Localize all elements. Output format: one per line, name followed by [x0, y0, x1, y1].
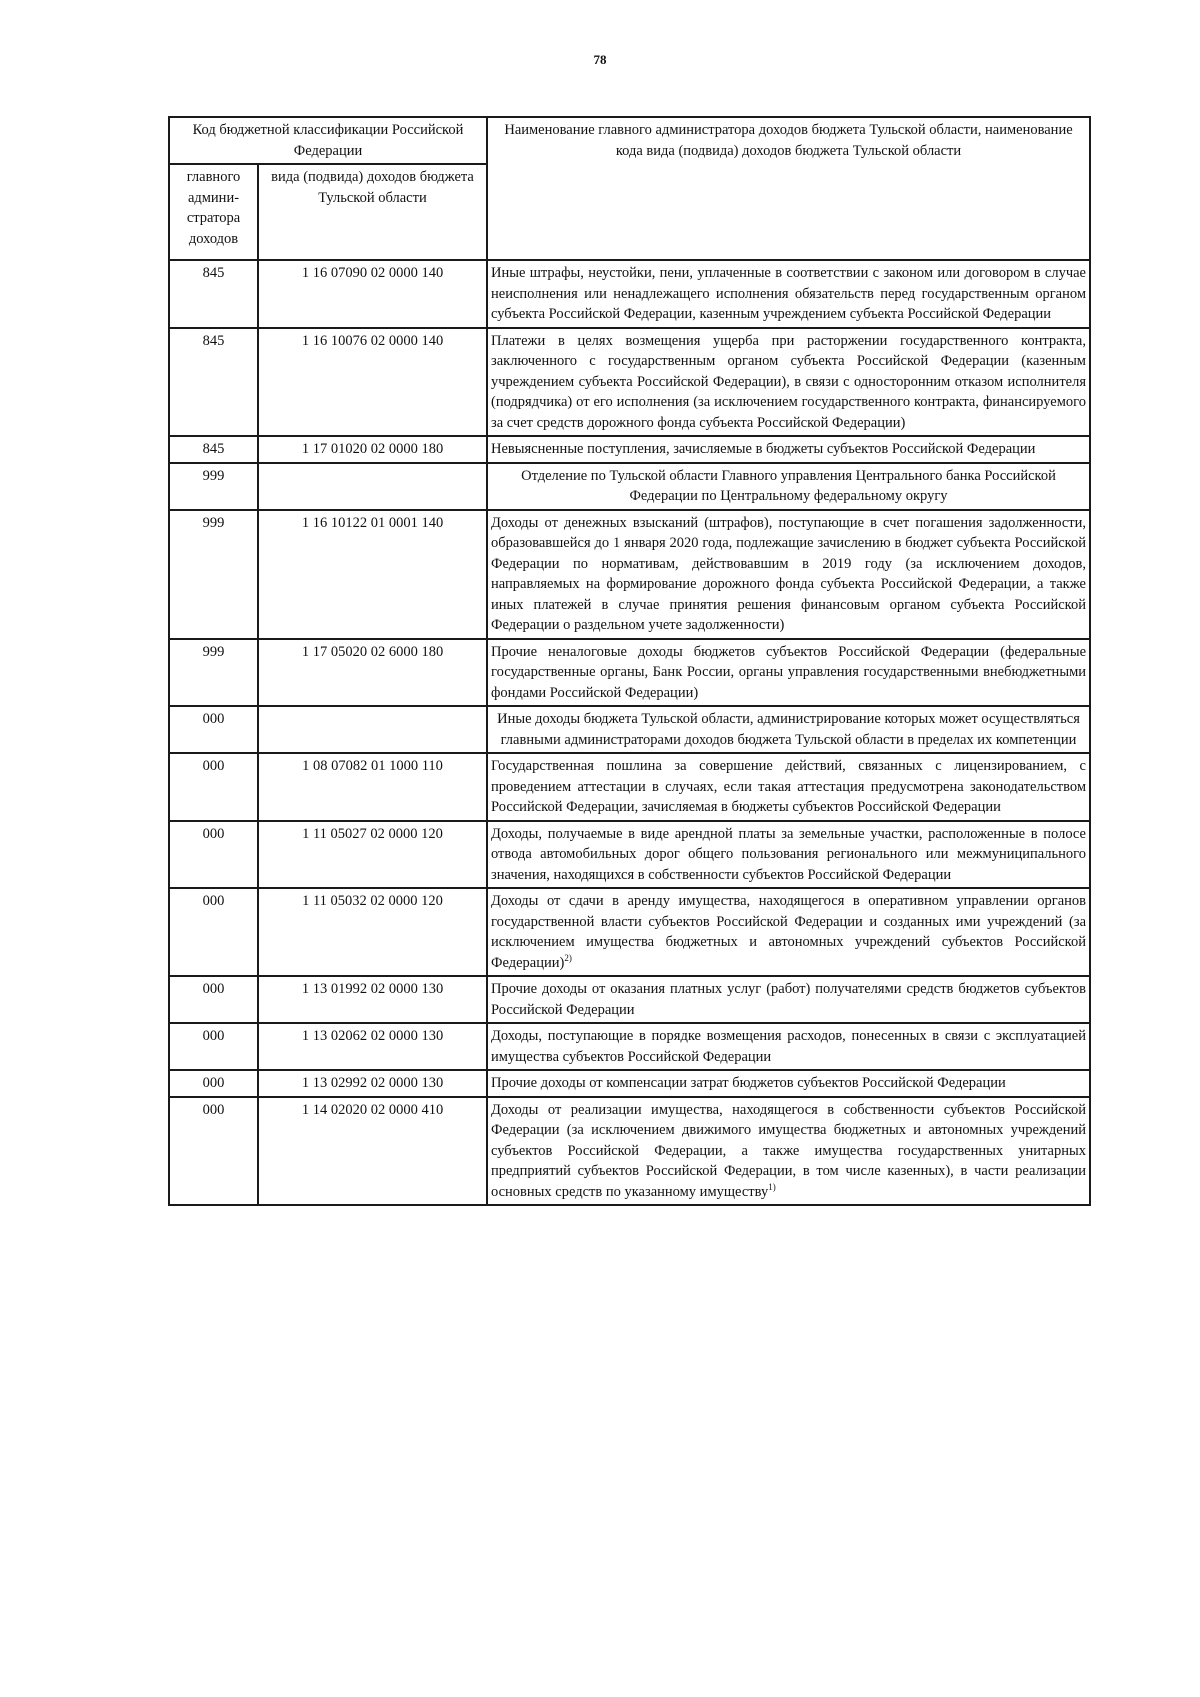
table-row — [169, 1070, 1090, 1097]
income-code-cell — [258, 463, 487, 510]
admin-code-cell: 000 — [169, 976, 258, 1023]
income-code-cell: 1 14 02020 02 0000 410 — [258, 1097, 487, 1206]
footnote-marker: 2) — [564, 952, 572, 963]
header-type-column: вида (подвида) доходов бюджета Тульской области — [258, 164, 487, 260]
section-title-cell — [487, 463, 1090, 510]
income-code-cell: 1 13 01992 02 0000 130 — [258, 976, 487, 1023]
description-cell — [487, 328, 1090, 437]
admin-code-cell: 000 — [169, 1097, 258, 1206]
section-row — [169, 463, 1090, 510]
header-admin-column: главного админи- стратора доходов — [169, 164, 258, 260]
description-text: Невыясненные поступления, зачисляемые в бюджеты субъектов Российской Федерации — [491, 441, 1036, 457]
table-row — [169, 753, 1090, 821]
income-code-cell: 1 16 07090 02 0000 140 — [258, 260, 487, 328]
description-text: Государственная пошлина за совершение действий, связанных с лицензированием, с проведением аттестации в случаях, если такая аттестация предусмотрена законодательством Российской Федерации, зачисляемая в бюджеты субъектов Российской Федерации — [491, 758, 1086, 815]
table-row — [169, 328, 1090, 437]
table-row — [169, 510, 1090, 639]
description-cell — [487, 1070, 1090, 1097]
footnote-marker: 1) — [768, 1181, 776, 1192]
description-cell — [487, 510, 1090, 639]
header-code-group: Код бюджетной классификации Российской Федерации — [169, 117, 487, 164]
description-cell — [487, 1023, 1090, 1070]
description-cell — [487, 1097, 1090, 1206]
income-code-cell: 1 16 10122 01 0001 140 — [258, 510, 487, 639]
description-cell — [487, 888, 1090, 976]
table-row — [169, 260, 1090, 328]
table-row — [169, 976, 1090, 1023]
table-row — [169, 821, 1090, 889]
description-text: Иные доходы бюджета Тульской области, администрирование которых может осуществляться главными администраторами доходов бюджета Тульской области в пределах их компетенции — [497, 711, 1080, 748]
admin-code-cell: 000 — [169, 821, 258, 889]
description-text: Прочие доходы от компенсации затрат бюджетов субъектов Российской Федерации — [491, 1075, 1006, 1091]
budget-classification-table — [168, 116, 1091, 1206]
income-code-cell — [258, 706, 487, 753]
admin-code-cell: 999 — [169, 463, 258, 510]
table-row — [169, 436, 1090, 463]
header-name-column: Наименование главного администратора доходов бюджета Тульской области, наименование кода вида (подвида) доходов бюджета Тульской области — [487, 117, 1090, 260]
income-code-cell: 1 11 05027 02 0000 120 — [258, 821, 487, 889]
admin-code-cell: 845 — [169, 260, 258, 328]
description-text: Доходы, получаемые в виде арендной платы за земельные участки, расположенные в полосе отвода автомобильных дорог общего пользования регионального или межмуниципального значения, находящихся в собственности субъектов Российской Федерации — [491, 825, 1086, 883]
income-code-cell: 1 11 05032 02 0000 120 — [258, 888, 487, 976]
table-row — [169, 639, 1090, 707]
admin-code-cell: 845 — [169, 436, 258, 463]
description-cell — [487, 976, 1090, 1023]
description-cell — [487, 260, 1090, 328]
description-text: Прочие доходы от оказания платных услуг (работ) получателями средств бюджетов субъектов Российской Федерации — [491, 981, 1086, 1018]
table-body — [169, 260, 1090, 1205]
section-row — [169, 706, 1090, 753]
admin-code-cell: 000 — [169, 1070, 258, 1097]
description-cell — [487, 436, 1090, 463]
description-text: Доходы от сдачи в аренду имущества, находящегося в оперативном управлении органов государственной власти субъектов Российской Федерации и созданных ими учреждений (за исключением имущества бюджетных и автономных учреждений субъектов Российской Федерации) — [491, 893, 1086, 971]
description-text: Прочие неналоговые доходы бюджетов субъектов Российской Федерации (федеральные государственные органы, Банк России, органы управления государственными внебюджетными фондами Российской Федерации) — [491, 643, 1086, 701]
table-row — [169, 888, 1090, 976]
admin-code-cell: 999 — [169, 639, 258, 707]
description-text: Иные штрафы, неустойки, пени, уплаченные в соответствии с законом или договором в случае неисполнения или ненадлежащего исполнения обязательств перед государственным органом субъекта Российской Федерации, казенным учреждением субъекта Российской Федерации — [491, 265, 1086, 322]
description-cell — [487, 821, 1090, 889]
table-row — [169, 1097, 1090, 1206]
admin-code-cell: 000 — [169, 1023, 258, 1070]
page-number: 78 — [593, 52, 607, 67]
admin-code-cell: 999 — [169, 510, 258, 639]
description-text: Доходы от реализации имущества, находящегося в собственности субъектов Российской Федерации (за исключением движимого имущества бюджетных и автономных учреждений субъектов Российской Федерации, а также имущества государственных унитарных предприятий субъектов Российской Федерации, в том числе казенных), в части реализации основных средств по указанному имуществу — [491, 1101, 1086, 1200]
description-text: Доходы, поступающие в порядке возмещения расходов, понесенных в связи с эксплуатацией имущества субъектов Российской Федерации — [491, 1028, 1086, 1065]
income-code-cell: 1 13 02062 02 0000 130 — [258, 1023, 487, 1070]
admin-code-cell: 000 — [169, 753, 258, 821]
table-row — [169, 1023, 1090, 1070]
admin-code-cell: 000 — [169, 706, 258, 753]
header-row-top — [169, 117, 1090, 164]
admin-code-cell: 845 — [169, 328, 258, 437]
section-title-cell — [487, 706, 1090, 753]
admin-code-cell: 000 — [169, 888, 258, 976]
description-text: Доходы от денежных взысканий (штрафов), поступающие в счет погашения задолженности, образовавшейся до 1 января 2020 года, подлежащие зачислению в бюджет субъекта Российской Федерации по нормативам, действовавшим в 2019 году (за исключением доходов, направляемых на формирование дорожного фонда субъекта Российской Федерации, а также иных платежей в случае принятия решения финансовым органом субъекта Российской Федерации о раздельном учете задолженности) — [491, 514, 1086, 633]
description-cell — [487, 753, 1090, 821]
income-code-cell: 1 13 02992 02 0000 130 — [258, 1070, 487, 1097]
description-text: Платежи в целях возмещения ущерба при расторжении государственного контракта, заключенного с государственным органом субъекта Российской Федерации (казенным учреждением субъекта Российской Федерации), в связи с односторонним отказом исполнителя (подрядчика) от его исполнения (за исключением государственного контракта, финансируемого за счет средств дорожного фонда субъекта Российской Федерации) — [491, 332, 1086, 431]
income-code-cell: 1 17 01020 02 0000 180 — [258, 436, 487, 463]
description-cell — [487, 639, 1090, 707]
income-code-cell: 1 16 10076 02 0000 140 — [258, 328, 487, 437]
income-code-cell: 1 08 07082 01 1000 110 — [258, 753, 487, 821]
income-code-cell: 1 17 05020 02 6000 180 — [258, 639, 487, 707]
description-text: Отделение по Тульской области Главного управления Центрального банка Российской Федерации по Центральному федеральному округу — [521, 467, 1056, 504]
